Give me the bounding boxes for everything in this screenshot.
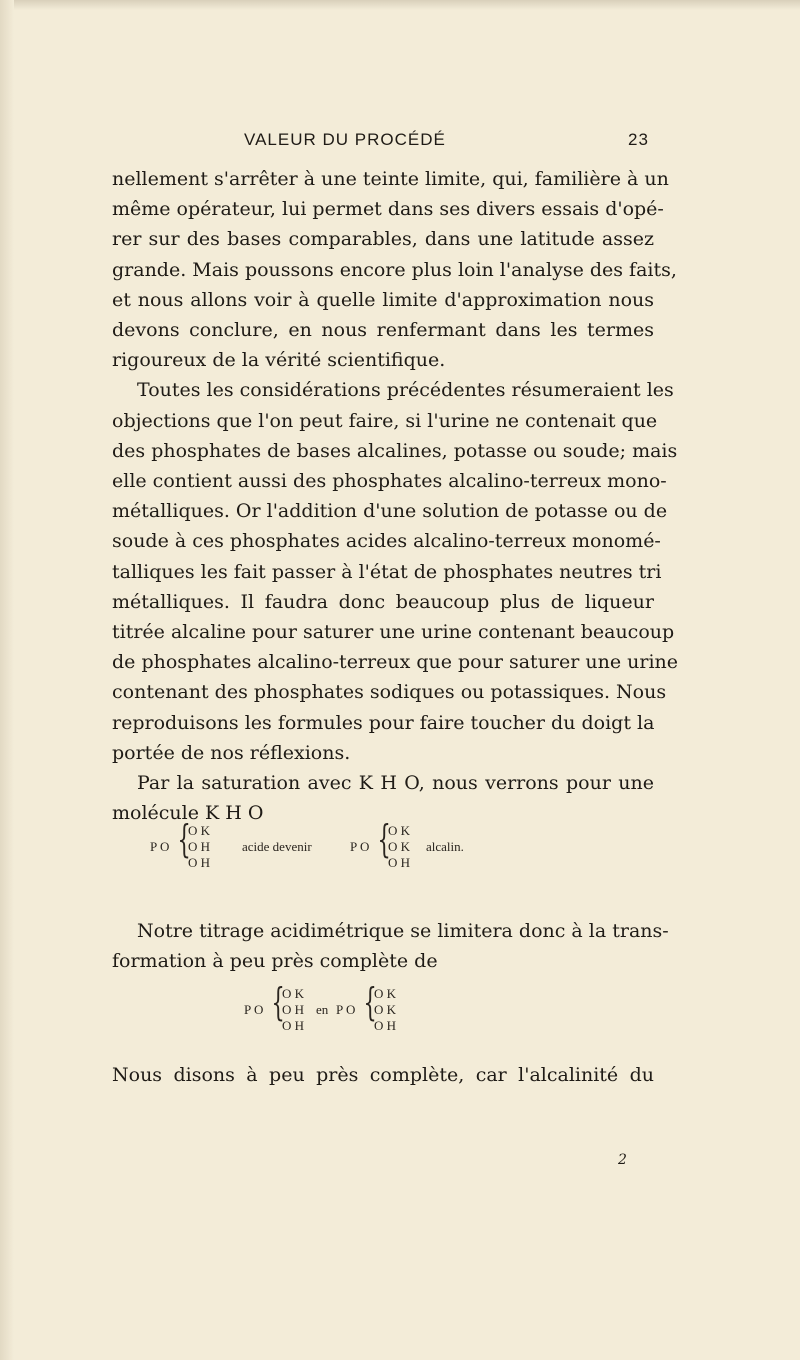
text-line: soude à ces phosphates acides alcalino-terreux monomé- — [112, 530, 661, 553]
text-line: elle contient aussi des phosphates alcalino-terreux mono- — [112, 470, 667, 493]
page-edge-top — [0, 0, 800, 10]
formula-group: O H — [388, 855, 411, 870]
text-line: et nous allons voir à quelle limite d'approximation nous — [112, 288, 654, 311]
text-line: nellement s'arrêter à une teinte limite, qui, familière à un — [112, 168, 669, 190]
formula-group: O K — [374, 1002, 397, 1017]
text-line: Toutes les considérations précédentes résumeraient les — [137, 379, 674, 402]
formula-radical: P O — [244, 1002, 264, 1017]
formula-radical: P O — [336, 1002, 356, 1017]
text-line: Nous disons à peu près complète, car l'alcalinité du — [112, 1064, 654, 1086]
text-line: talliques les fait passer à l'état de phosphates neutres tri — [112, 560, 662, 583]
text-line: contenant des phosphates sodiques ou potassiques. Nous — [112, 681, 667, 704]
text-line: Par la saturation avec K H O, nous verrons pour une — [137, 772, 654, 795]
signature-mark: 2 — [618, 1152, 627, 1168]
formula-suffix: alcalin. — [426, 839, 464, 854]
text-line: grande. Mais poussons encore plus loin l'analyse des faits, — [112, 258, 677, 281]
formula-group: O K — [188, 823, 211, 838]
body-text — [112, 164, 679, 828]
formula-group: O K — [374, 986, 397, 1001]
text-line: de phosphates alcalino-terreux que pour saturer une urine — [112, 651, 679, 674]
formula-connector: en — [316, 1002, 329, 1017]
text-line: métalliques. Il faudra donc beaucoup plus de liqueur — [112, 590, 654, 613]
brace-icon: { — [177, 817, 191, 861]
text-line: portée de nos réflexions. — [112, 741, 351, 764]
text-line: devons conclure, en nous renfermant dans les termes — [112, 319, 654, 342]
text-line: rer sur des bases comparables, dans une latitude assez — [112, 228, 654, 251]
text-line: reproduisons les formules pour faire toucher du doigt la — [112, 711, 655, 734]
formula-radical: P O — [150, 839, 170, 854]
text-line: même opérateur, lui permet dans ses divers essais d'opé- — [112, 198, 664, 221]
formula-group: O K — [388, 839, 411, 854]
formula-group: O H — [188, 839, 211, 854]
brace-icon: { — [363, 980, 377, 1024]
brace-icon: { — [271, 980, 285, 1024]
brace-icon: { — [377, 817, 391, 861]
text-line: rigoureux de la vérité scientifique. — [112, 349, 446, 372]
text-line: titrée alcaline pour saturer une urine contenant beaucoup — [112, 621, 675, 644]
text-line: Notre titrage acidimétrique se limitera donc à la trans- — [137, 920, 669, 942]
text-line: molécule K H O — [112, 802, 264, 825]
formula-group: O H — [188, 855, 211, 870]
running-title: VALEUR DU PROCÉDÉ — [244, 130, 446, 149]
text-line: métalliques. Or l'addition d'une solution de potasse ou de — [112, 500, 668, 523]
body-text-2 — [112, 916, 669, 976]
text-line: formation à peu près complète de — [112, 950, 438, 973]
formula-radical: P O — [350, 839, 370, 854]
formula-connector: acide devenir — [242, 839, 312, 854]
text-line: des phosphates de bases alcalines, potasse ou soude; mais — [112, 439, 678, 462]
formula-group: O H — [282, 1002, 305, 1017]
page-number: 23 — [628, 130, 649, 149]
text-line: objections que l'on peut faire, si l'urine ne contenait que — [112, 409, 658, 432]
formula-group: O K — [388, 823, 411, 838]
formula-group: O K — [282, 986, 305, 1001]
body-text-3 — [112, 1060, 654, 1090]
formula-group: O H — [282, 1018, 305, 1033]
formula-group: O H — [374, 1018, 397, 1033]
page-edge-left — [0, 0, 14, 1360]
